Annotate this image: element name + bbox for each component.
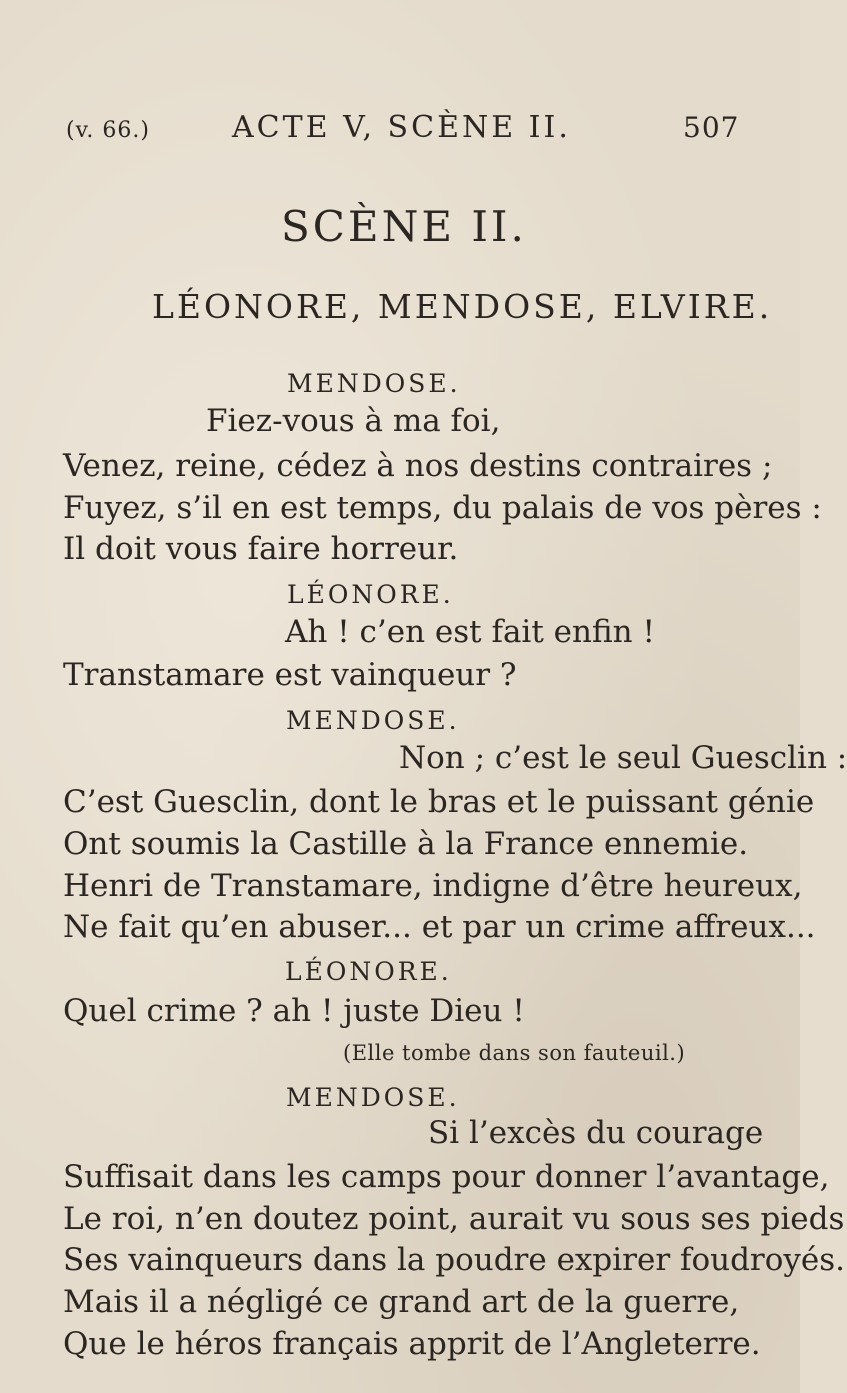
speaker-name: MENDOSE.: [286, 1083, 460, 1112]
speaker-name: MENDOSE.: [286, 706, 460, 735]
scene-title: SCÈNE II.: [281, 202, 527, 251]
speaker-name: MENDOSE.: [287, 369, 461, 398]
verse-line: Ses vainqueurs dans la poudre expirer foudroyés.: [63, 1242, 846, 1278]
verse-line: Ont soumis la Castille à la France ennemie.: [63, 826, 749, 862]
stage-direction: (Elle tombe dans son fauteuil.): [343, 1041, 686, 1065]
verse-line: Il doit vous faire horreur.: [63, 531, 459, 567]
verse-line: Mais il a négligé ce grand art de la guerre,: [63, 1284, 740, 1320]
verse-line: Fuyez, s’il en est temps, du palais de vos pères :: [63, 490, 822, 526]
page-number: 507: [683, 111, 740, 144]
verse-line: Que le héros français apprit de l’Angleterre.: [63, 1326, 761, 1362]
verse-line: Fiez-vous à ma foi,: [206, 403, 501, 439]
verse-line: Si l’excès du courage: [428, 1115, 764, 1151]
running-header: ACTE V, SCÈNE II.: [232, 110, 571, 145]
verse-line: Le roi, n’en doutez point, aurait vu sous ses pieds: [63, 1201, 845, 1237]
speaker-name: LÉONORE.: [287, 580, 454, 609]
verse-line: Ah ! c’en est fait enfin !: [285, 614, 655, 650]
verse-line: Non ; c’est le seul Guesclin :: [399, 740, 847, 776]
verse-line: Suffisait dans les camps pour donner l’avantage,: [63, 1159, 830, 1195]
verse-reference: (v. 66.): [66, 118, 150, 143]
speaker-name: LÉONORE.: [285, 957, 452, 986]
verse-line: Quel crime ? ah ! juste Dieu !: [63, 993, 525, 1029]
character-list: LÉONORE, MENDOSE, ELVIRE.: [152, 287, 773, 326]
verse-line: C’est Guesclin, dont le bras et le puissant génie: [63, 784, 815, 820]
verse-line: Ne fait qu’en abuser... et par un crime affreux...: [63, 909, 816, 945]
verse-line: Transtamare est vainqueur ?: [63, 657, 517, 693]
verse-line: Venez, reine, cédez à nos destins contraires ;: [63, 448, 773, 484]
verse-line: Henri de Transtamare, indigne d’être heureux,: [63, 868, 803, 904]
